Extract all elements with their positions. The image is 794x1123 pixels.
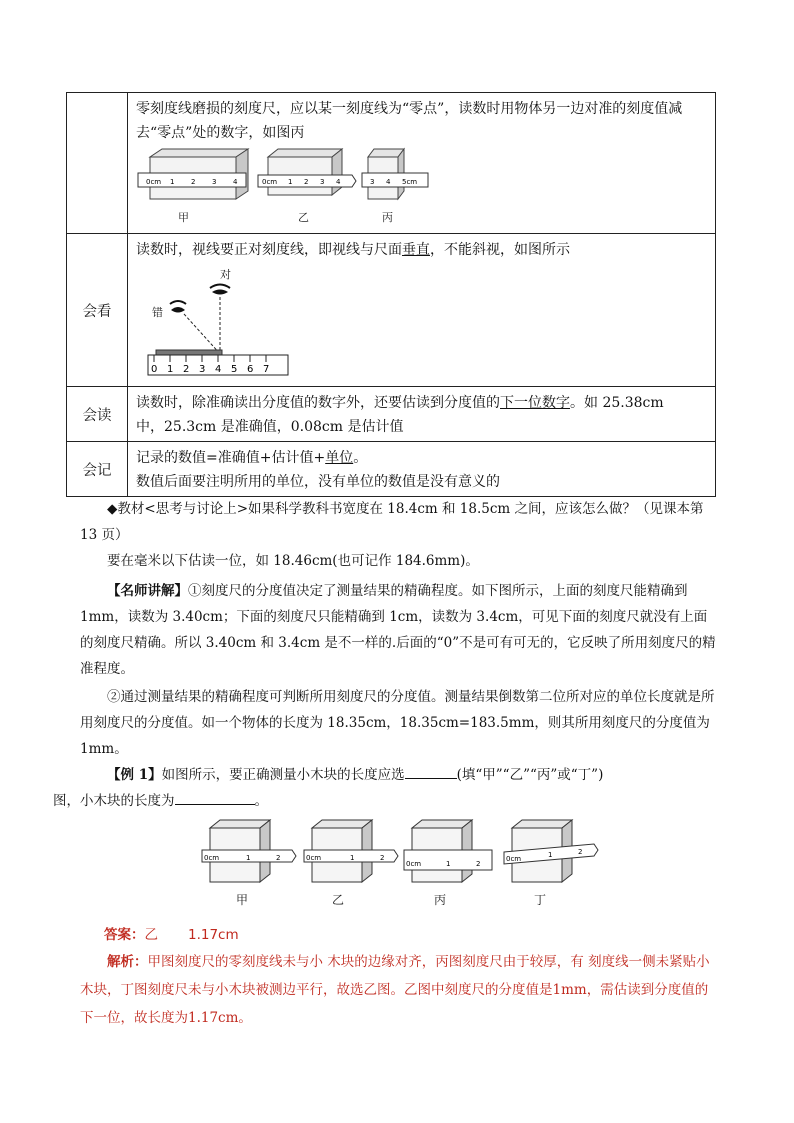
- tick-label: 0: [151, 364, 158, 375]
- tick-label: 2: [476, 860, 481, 868]
- text: (填“甲”“乙”“丙”或“丁”): [456, 767, 604, 783]
- figure-yi: [304, 820, 398, 907]
- tick-label: 1: [288, 178, 293, 186]
- tick-label: 0cm: [262, 178, 278, 186]
- table-row: [67, 442, 716, 497]
- textbook-question: ◆教材<思考与讨论上>如果科学教科书宽度在 18.4cm 和 18.5cm 之间，应该怎么做？（见课本第 13 页）: [80, 501, 704, 543]
- tick-label: 3: [199, 364, 206, 375]
- tick-label: 1: [167, 364, 174, 375]
- tick-label: 7: [263, 364, 270, 375]
- text: 中，25.3cm 是准确值，0.08cm 是估计值: [136, 419, 404, 435]
- tick-label: 1: [548, 851, 553, 859]
- text: 。: [353, 450, 368, 466]
- tick-label: 1: [246, 854, 251, 862]
- section-title: 【例 1】: [107, 767, 162, 783]
- figure-label: 乙: [332, 893, 345, 907]
- tick-label: 2: [183, 364, 190, 375]
- tick-label: 3: [370, 178, 375, 186]
- text: 记录的数值=准确值+估计值+: [136, 450, 326, 466]
- row-label: 会记: [67, 442, 128, 497]
- text: 甲图刻度尺的零刻度线未与小 木块的边缘对齐，丙图刻度尺由于较厚，有 刻度线一侧未紧贴小木块，丁图刻度尺未与小木块被测边平行，故选乙图。乙图中刻度尺的分度值是1mm，需估读到分度值的下一位，故长度为1.17cm。: [80, 954, 710, 1026]
- figure-bing: [362, 149, 428, 224]
- figure-label: 乙: [298, 211, 309, 224]
- figure-label: 丙: [434, 893, 447, 907]
- tick-label: 0cm: [406, 860, 422, 868]
- row-label: 会看: [67, 234, 128, 387]
- worn-ruler-figure: [136, 147, 436, 227]
- eye-icon: [170, 301, 186, 313]
- tick-label: 2: [276, 854, 281, 862]
- tick-label: 1: [446, 860, 451, 868]
- tick-label: 5cm: [402, 178, 418, 186]
- row-text: [128, 234, 715, 264]
- underlined-text: 垂直: [402, 242, 430, 258]
- tick-label: 0cm: [306, 854, 322, 862]
- tick-label: 3: [320, 178, 325, 186]
- reading-method-table: [66, 92, 716, 497]
- section-title: 【名师讲解】: [107, 583, 188, 599]
- table-row: [67, 387, 716, 442]
- tick-label: 4: [336, 178, 341, 186]
- tick-label: 6: [247, 364, 254, 375]
- text: 。: [254, 793, 268, 809]
- tick-label: 0cm: [204, 854, 220, 862]
- answer-value: 乙: [144, 927, 158, 943]
- row-content: [128, 387, 716, 442]
- figure-ding: [504, 820, 598, 907]
- tick-label: 2: [380, 854, 385, 862]
- text: ①刻度尺的分度值决定了测量结果的精确程度。如下图所示，上面的刻度尺能精确到 1mm，读数为 3.40cm；下面的刻度尺只能精确到 1cm，读数为 3.4cm，可见下面的刻度尺就没有上面的刻度尺精确。所以 3.40cm 和 3.4cm 是不一样的.后面的“0”不是可有可无的，它反映了所用刻度尺的精准程度。: [80, 583, 716, 677]
- tick-label: 4: [386, 178, 391, 186]
- figure-bing: [404, 820, 492, 907]
- example-question: [53, 762, 720, 814]
- label-right: 对: [220, 268, 231, 281]
- tick-label: 4: [233, 178, 238, 186]
- answer-value: 1.17cm: [188, 927, 239, 943]
- figure-label: 甲: [178, 211, 189, 224]
- textbook-answer: 要在毫米以下估读一位，如 18.46cm(也可记作 184.6mm)。: [107, 553, 479, 569]
- table-row: [67, 93, 716, 234]
- answer-blank: [405, 762, 457, 779]
- tick-label: 2: [191, 178, 196, 186]
- tick-label: 2: [304, 178, 309, 186]
- tick-label: 2: [578, 848, 583, 856]
- row-text: [128, 442, 715, 496]
- tick-label: 0cm: [146, 178, 162, 186]
- text: ，不能斜视，如图所示: [430, 242, 570, 258]
- figure-label: 丁: [534, 893, 547, 907]
- tick-label: 3: [212, 178, 217, 186]
- row-label: [67, 93, 128, 234]
- answer-line: [104, 922, 744, 948]
- underlined-text: 下一位数字: [500, 395, 570, 411]
- row-content: [128, 442, 716, 497]
- analysis-label: 解析：: [107, 954, 148, 970]
- figure-label: 甲: [236, 893, 249, 907]
- row-content: [128, 93, 716, 234]
- row-text: 零刻度线磨损的刻度尺，应以某一刻度线为“零点”，读数时用物体另一边对准的刻度值减去“零点”处的数字，如图丙: [136, 101, 683, 141]
- analysis: [80, 948, 720, 1032]
- table-row: [67, 234, 716, 387]
- figure-jia: [202, 820, 296, 907]
- tick-label: 4: [215, 364, 222, 375]
- tick-label: 1: [170, 178, 175, 186]
- answer-blank: [175, 788, 255, 805]
- text: 图，小木块的长度为: [53, 793, 175, 809]
- sightline-figure: [140, 264, 300, 380]
- example-figure: [190, 816, 610, 912]
- row-content: [128, 234, 716, 387]
- text: 如图所示，要正确测量小木块的长度应选: [161, 767, 405, 783]
- tick-label: 0cm: [506, 855, 522, 863]
- answer-label: 答案：: [104, 927, 145, 943]
- eye-icon: [210, 285, 230, 295]
- tick-label: 5: [231, 364, 238, 375]
- figure-label: 丙: [382, 211, 393, 224]
- text: 读数时，除准确读出分度值的数字外，还要估读到分度值的: [136, 395, 500, 411]
- row-label: 会读: [67, 387, 128, 442]
- underlined-text: 单位: [325, 450, 354, 466]
- label-wrong: 错: [152, 306, 163, 319]
- teacher-explanation-1: [80, 578, 720, 682]
- figure-jia: [138, 149, 248, 224]
- text: 。如 25.38cm: [570, 395, 664, 411]
- figure-yi: [258, 149, 356, 224]
- text: 读数时，视线要正对刻度线，即视线与尺面: [136, 242, 402, 258]
- tick-label: 1: [350, 854, 355, 862]
- teacher-explanation-2: ②通过测量结果的精确程度可判断所用刻度尺的分度值。测量结果倒数第二位所对应的单位长度就是所用刻度尺的分度值。如一个物体的长度为 18.35cm，18.35cm=183.5mm，则其所用刻度尺的分度值为 1mm。: [80, 689, 715, 757]
- text: 数值后面要注明所用的单位，没有单位的数值是没有意义的: [136, 474, 500, 490]
- row-text: [128, 387, 715, 441]
